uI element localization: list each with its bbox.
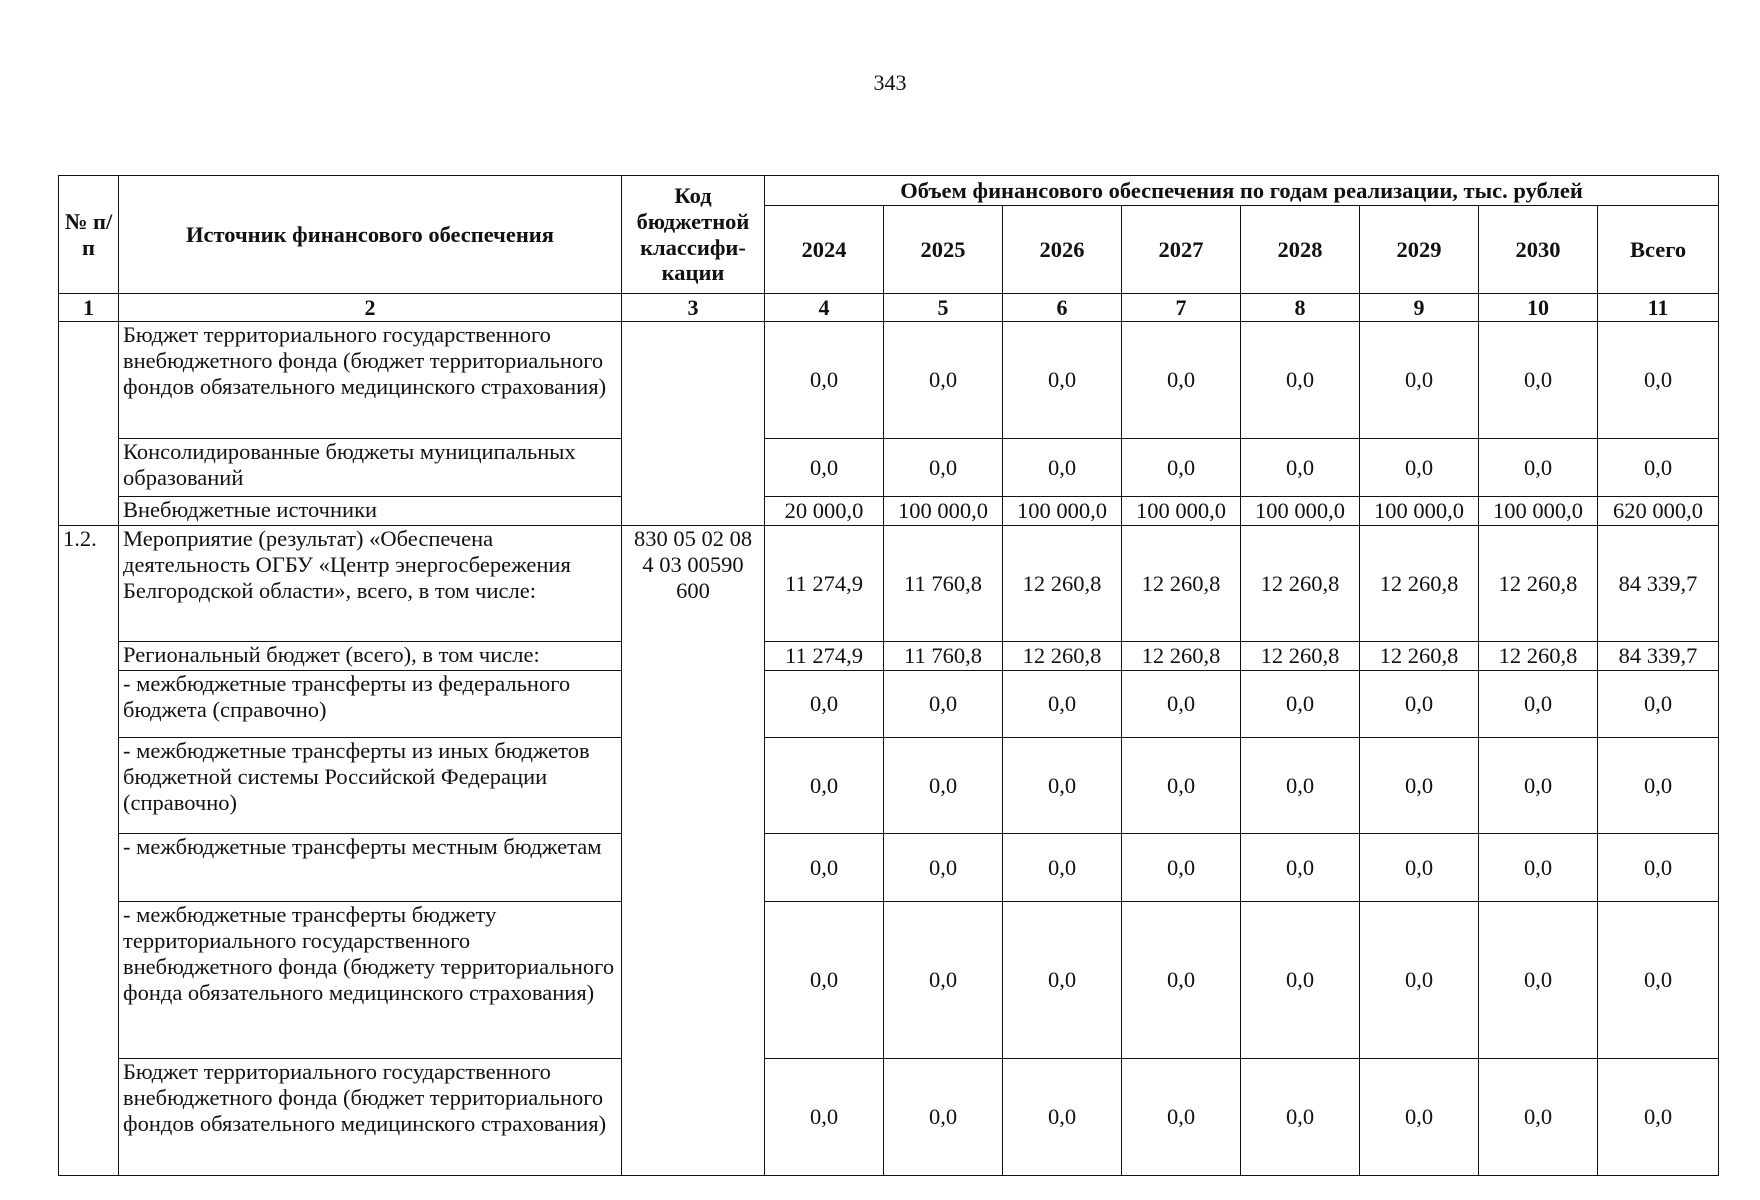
row-value: 0,0 [1360, 834, 1479, 902]
row-value: 0,0 [1122, 439, 1241, 497]
row-value: 12 260,8 [1122, 526, 1241, 642]
row-source: Бюджет территориального государственного внебюджетного фонда (бюджет территориального фондов обязательного медицинского страхования) [119, 322, 622, 439]
column-number: 9 [1360, 294, 1479, 322]
row-value: 0,0 [1122, 1059, 1241, 1176]
page-number: 343 [873, 70, 907, 95]
column-number: 3 [622, 294, 765, 322]
header-year: 2027 [1122, 206, 1241, 294]
row-source: Мероприятие (результат) «Обеспечена деятельность ОГБУ «Центр энергосбережения Белгородской области», всего, в том числе: [119, 526, 622, 642]
row-value: 0,0 [1241, 902, 1360, 1059]
row-value: 11 274,9 [765, 526, 884, 642]
row-value: 0,0 [1479, 1059, 1598, 1176]
table-row [59, 439, 1719, 497]
row-value: 0,0 [1479, 738, 1598, 834]
row-source: Внебюджетные источники [119, 497, 622, 526]
column-number: 2 [119, 294, 622, 322]
row-value: 0,0 [1241, 671, 1360, 738]
row-value: 0,0 [884, 1059, 1003, 1176]
row-value: 0,0 [1241, 1059, 1360, 1176]
row-source: - межбюджетные трансферты местным бюджетам [119, 834, 622, 902]
header-num: № п/п [59, 176, 119, 294]
column-number: 5 [884, 294, 1003, 322]
row-value: 100 000,0 [1479, 497, 1598, 526]
column-number: 10 [1479, 294, 1598, 322]
table-row [59, 671, 1719, 738]
row-value: 0,0 [1003, 671, 1122, 738]
row-value: 0,0 [1598, 671, 1719, 738]
row-value: 12 260,8 [1241, 526, 1360, 642]
row-value: 11 760,8 [884, 642, 1003, 671]
row-source: Консолидированные бюджеты муниципальных образований [119, 439, 622, 497]
row-value: 0,0 [1003, 902, 1122, 1059]
row-value: 0,0 [1122, 834, 1241, 902]
row-value: 12 260,8 [1241, 642, 1360, 671]
row-value: 0,0 [1598, 439, 1719, 497]
row-value: 12 260,8 [1003, 526, 1122, 642]
row-value: 0,0 [1479, 671, 1598, 738]
table-row [59, 834, 1719, 902]
row-value: 0,0 [884, 834, 1003, 902]
row-value: 0,0 [1003, 322, 1122, 439]
row-value: 0,0 [1122, 902, 1241, 1059]
row-value: 0,0 [765, 671, 884, 738]
row-value: 100 000,0 [1241, 497, 1360, 526]
header-total: Всего [1598, 206, 1719, 294]
header-year: 2030 [1479, 206, 1598, 294]
row-num: 1.2. [59, 526, 119, 1176]
row-value: 0,0 [1241, 439, 1360, 497]
row-value: 0,0 [1003, 439, 1122, 497]
row-source: Региональный бюджет (всего), в том числе: [119, 642, 622, 671]
row-value: 0,0 [1003, 834, 1122, 902]
row-value: 12 260,8 [1360, 642, 1479, 671]
row-value: 0,0 [1360, 738, 1479, 834]
row-value: 0,0 [1122, 322, 1241, 439]
row-value: 0,0 [765, 322, 884, 439]
row-value: 0,0 [1598, 902, 1719, 1059]
row-value: 0,0 [1122, 738, 1241, 834]
row-value: 0,0 [1598, 834, 1719, 902]
table-row [59, 902, 1719, 1059]
row-value: 0,0 [1360, 322, 1479, 439]
row-value: 11 274,9 [765, 642, 884, 671]
row-value: 100 000,0 [1003, 497, 1122, 526]
column-number: 1 [59, 294, 119, 322]
table-row [59, 526, 1719, 642]
header-year: 2024 [765, 206, 884, 294]
row-source: - межбюджетные трансферты из иных бюджетов бюджетной системы Российской Федерации (справочно) [119, 738, 622, 834]
row-value: 0,0 [884, 738, 1003, 834]
table-row [59, 1059, 1719, 1176]
header-source: Источник финансового обеспечения [119, 176, 622, 294]
row-value: 0,0 [1479, 834, 1598, 902]
row-value: 84 339,7 [1598, 526, 1719, 642]
row-value: 0,0 [1360, 1059, 1479, 1176]
row-value: 0,0 [1241, 738, 1360, 834]
row-value: 0,0 [884, 322, 1003, 439]
row-value: 0,0 [1003, 1059, 1122, 1176]
row-value: 0,0 [1598, 322, 1719, 439]
table-row [59, 497, 1719, 526]
row-source: - межбюджетные трансферты бюджету территориального государственного внебюджетного фонда (бюджету территориального фонда обязательного медицинского страхования) [119, 902, 622, 1059]
row-value: 0,0 [884, 439, 1003, 497]
row-value: 100 000,0 [884, 497, 1003, 526]
header-year: 2028 [1241, 206, 1360, 294]
table-row [59, 322, 1719, 439]
header-volume: Объем финансового обеспечения по годам реализации, тыс. рублей [765, 176, 1719, 206]
row-value: 0,0 [1003, 738, 1122, 834]
table-row [59, 738, 1719, 834]
row-value: 100 000,0 [1122, 497, 1241, 526]
row-value: 12 260,8 [1360, 526, 1479, 642]
column-number: 4 [765, 294, 884, 322]
row-num-cell [59, 322, 119, 526]
header-year: 2025 [884, 206, 1003, 294]
row-value: 0,0 [765, 834, 884, 902]
row-value: 100 000,0 [1360, 497, 1479, 526]
row-value: 0,0 [1122, 671, 1241, 738]
row-value: 0,0 [1598, 1059, 1719, 1176]
row-value: 12 260,8 [1479, 642, 1598, 671]
row-value: 0,0 [1241, 322, 1360, 439]
row-value: 0,0 [1479, 902, 1598, 1059]
row-value: 0,0 [1598, 738, 1719, 834]
header-code: Код бюджетной классифи-кации [622, 176, 765, 294]
row-value: 0,0 [884, 902, 1003, 1059]
row-value: 0,0 [1360, 439, 1479, 497]
row-value: 0,0 [765, 439, 884, 497]
row-value: 12 260,8 [1479, 526, 1598, 642]
row-source: - межбюджетные трансферты из федерального бюджета (справочно) [119, 671, 622, 738]
table-row [59, 642, 1719, 671]
row-value: 0,0 [765, 902, 884, 1059]
row-value: 11 760,8 [884, 526, 1003, 642]
row-value: 0,0 [1360, 902, 1479, 1059]
row-value: 0,0 [1241, 834, 1360, 902]
row-value: 84 339,7 [1598, 642, 1719, 671]
row-value: 20 000,0 [765, 497, 884, 526]
row-source: Бюджет территориального государственного внебюджетного фонда (бюджет территориального фондов обязательного медицинского страхования) [119, 1059, 622, 1176]
header-year: 2026 [1003, 206, 1122, 294]
row-value: 620 000,0 [1598, 497, 1719, 526]
row-value: 12 260,8 [1122, 642, 1241, 671]
column-number: 11 [1598, 294, 1719, 322]
row-value: 0,0 [765, 1059, 884, 1176]
header-year: 2029 [1360, 206, 1479, 294]
row-value: 0,0 [1479, 439, 1598, 497]
row-code: 830 05 02 08 4 03 00590 600 [622, 526, 765, 1176]
column-number: 8 [1241, 294, 1360, 322]
financing-table [58, 175, 1719, 1176]
row-value: 0,0 [884, 671, 1003, 738]
row-value: 12 260,8 [1003, 642, 1122, 671]
row-value: 0,0 [1360, 671, 1479, 738]
row-value: 0,0 [1479, 322, 1598, 439]
column-number: 6 [1003, 294, 1122, 322]
row-value: 0,0 [765, 738, 884, 834]
column-number: 7 [1122, 294, 1241, 322]
row-code-cell [622, 322, 765, 526]
